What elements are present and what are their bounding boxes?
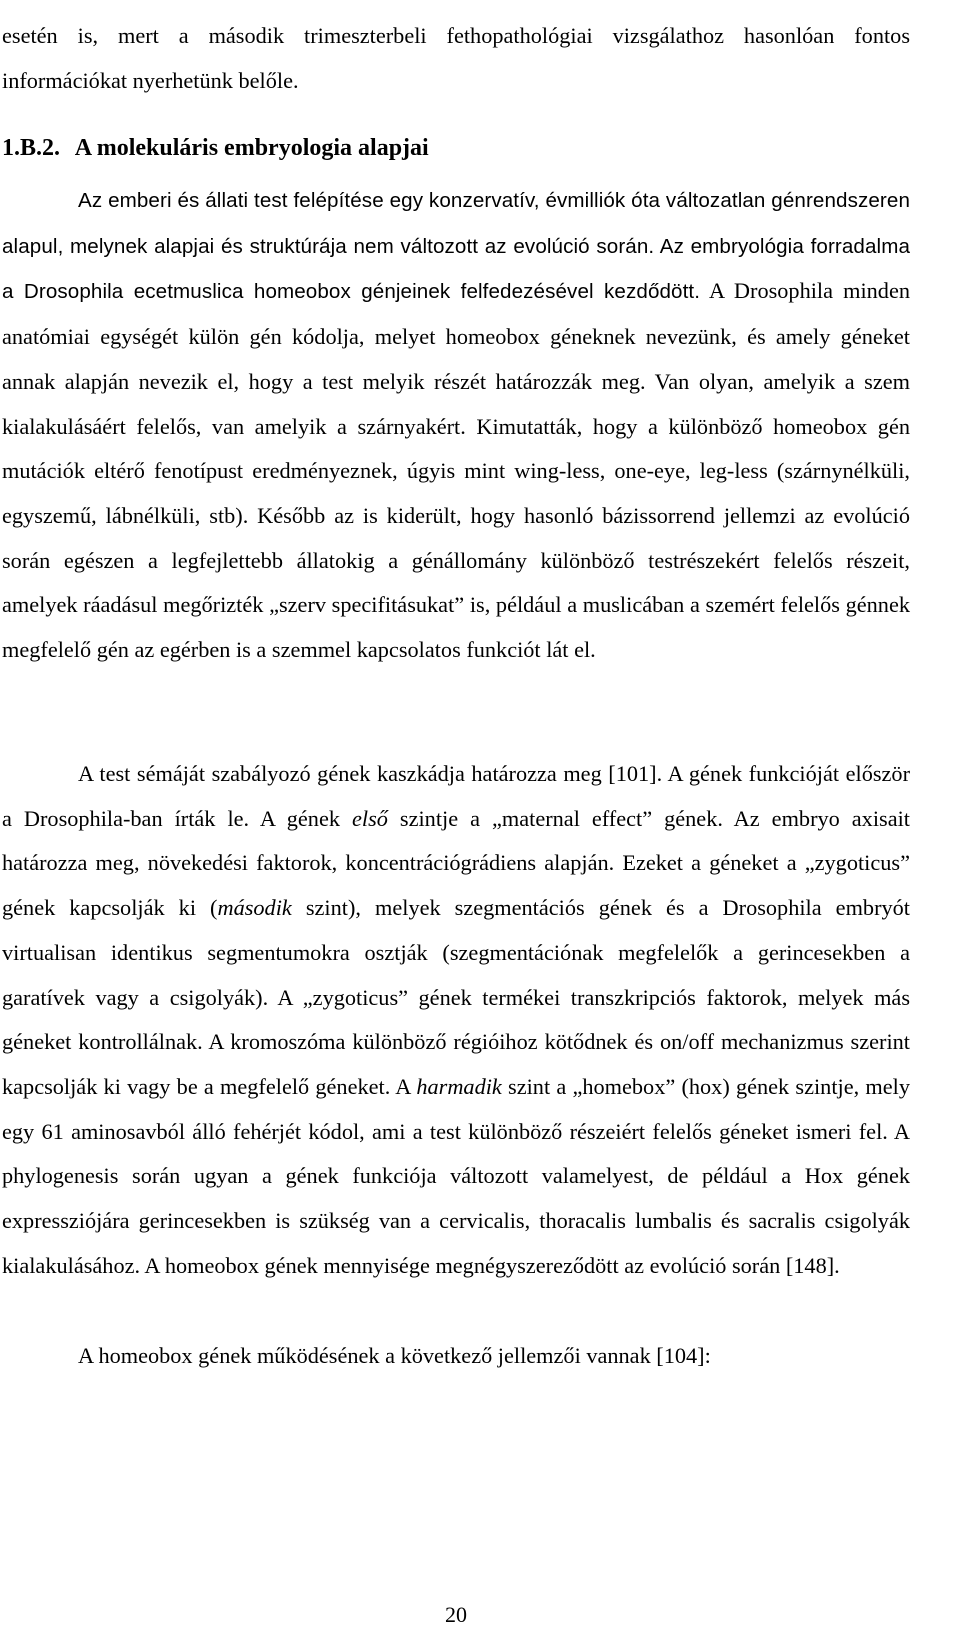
paragraph-3 [2, 1334, 910, 1379]
paragraph-1 [2, 178, 910, 673]
intro-paragraph [2, 14, 910, 103]
emphasis-masodik: második [217, 895, 292, 921]
section-heading [2, 126, 429, 170]
page-number: 20 [445, 1602, 467, 1627]
paragraph-3-text: A homeobox gének működésének a következő jellemzői vannak [104]: [78, 1343, 711, 1368]
paragraph-1-sans-part: Az emberi és állati test felépítése egy konzervatív, évmilliók óta változatlan génrendszeren alapul, melynek alapjai és struktúrája nem változott az evolúció során. Az embryológia forradalma a Drosophila ecetmuslica homeobox génjeinek felfedezésével kezdődött. [2, 189, 910, 304]
emphasis-elso: első [351, 805, 388, 831]
section-title: A molekuláris embryologia alapjai [74, 135, 429, 161]
emphasis-harmadik: harmadik [416, 1073, 502, 1099]
intro-text: esetén is, mert a második trimeszterbeli fethopathológiai vizsgálathoz hasonlóan fontos információkat nyerhetünk belőle. [2, 23, 910, 93]
paragraph-2-text-4: szint a „homebox” (hox) gének szintje, mely egy 61 aminosavból álló fehérjét kódol, ami a test különböző részeiért felelős géneket ismeri fel. A phylogenesis során ugyan a gének funkciója változott valamelyest, de például a Hox gének expressziójára gerincesekben is szükség van a cervicalis, thoracalis lumbalis és sacralis csigolyák kialakulásához. A homeobox gének mennyisége megnégyszereződött az evolúció során [148]. [2, 1073, 910, 1278]
paragraph-2-text-3: szint), melyek szegmentációs gének és a Drosophila embryót virtualisan identikus segmentumokra osztják (szegmentációnak megfelelők a gerincesekben a garatívek vagy a csigolyák). A „zygoticus” gének termékei transzkripciós faktorok, melyek más géneket kontrollálnak. A kromoszóma különböző régióihoz kötődnek és on/off mechanizmus szerint kapcsolják ki vagy be a megfelelő géneket. A [2, 895, 910, 1099]
paragraph-2 [2, 752, 910, 1288]
paragraph-1-serif-part: A Drosophila minden anatómiai egységét külön gén kódolja, melyet homeobox géneknek nevezünk, és amely géneket annak alapján nevezik el, hogy a test melyik részét határozzák meg. Van olyan, amelyik a szem kialakulásáért felelős, van amelyik a szárnyakért. Kimutatták, hogy a különböző homeobox gén mutációk eltérő fenotípust eredményeznek, úgyis mint wing-less, one-eye, leg-less (szárnynélküli, egyszemű, lábnélküli, stb). Később az is kiderült, hogy hasonló bázissorrend jellemzi az evolúció során egészen a legfejlettebb állatokig a génállomány különböző testrészekért felelős részeit, amelyek ráadásul megőrizték „szerv specifitásukat” is, például a muslicában a szemért felelős génnek megfelelő gén az egérben is a szemmel kapcsolatos funkciót lát el. [2, 278, 910, 663]
paragraph-2-text-1: A test sémáját szabályozó gének kaszkádja határozza meg [101]. A gének funkcióját először a Drosophila-ban írták le. A gének [2, 761, 910, 831]
paragraph-2-text-2: szintje a „maternal effect” gének. Az embryo axisait határozza meg, növekedési faktorok, koncentrációgrádiens alapján. Ezeket a géneket a „zygoticus” gének kapcsolják ki ( [2, 805, 910, 921]
section-number: 1.B.2. [2, 135, 61, 161]
